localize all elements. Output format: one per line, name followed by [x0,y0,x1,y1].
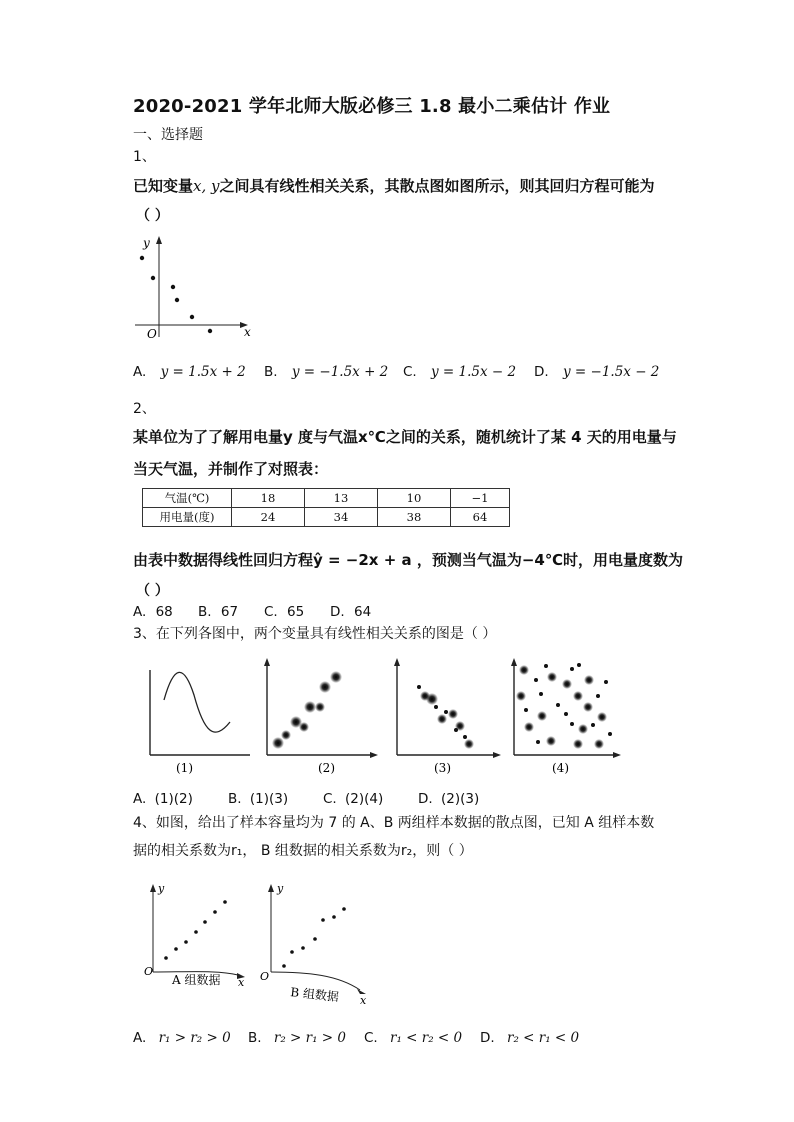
q1-y-arrow [156,236,162,244]
q1-origin-label: O [147,327,157,341]
q3-caption-4: (4) [552,761,569,775]
option-key: A. [133,791,147,807]
q4-plot-a-axis-y: y [158,882,165,895]
q1-point [190,315,194,319]
q1-axis-y-label: y [143,236,150,250]
q4-option-a[interactable] [133,1030,231,1046]
option-key: A. [133,604,147,620]
section-heading: 一、选择题 [133,127,203,143]
option-key: B. [264,364,278,380]
q1-stem-part-b: 之间具有线性相关关系，其散点图如图所示，则其回归方程可能为 [219,177,655,195]
q1-point [171,285,175,289]
table-cell: 13 [305,489,378,508]
q1-stem [133,175,655,196]
option-key: C. [403,364,417,380]
q3-caption-2: (2) [318,761,335,775]
option-key: A. [133,1030,147,1046]
option-expr: r₂ > r₁ > 0 [273,1030,346,1046]
q1-point [140,256,144,260]
option-value: (1)(3) [249,791,289,807]
option-value: 67 [220,604,239,620]
q3-option-b[interactable] [228,791,288,807]
q4-plot-b-axis-y: y [277,882,284,895]
option-value: (2)(4) [345,791,384,807]
q4-plot-a-origin: O [144,965,154,978]
option-expr: y = −1.5x + 2 [291,364,389,380]
q2-option-a[interactable] [133,604,173,620]
q1-scatter-plot [130,232,260,344]
q3-figure-2 [264,658,378,758]
q1-point [208,329,212,333]
q3-figure-3 [394,658,501,758]
q2-option-c[interactable] [264,604,304,620]
option-key: D. [534,364,549,380]
q3-figures [140,650,630,780]
q3-fig1-curve [164,672,230,732]
q4-plot-a-label: A 组数据 [172,973,221,987]
table-row [143,508,510,527]
option-key: D. [480,1030,495,1046]
q1-point [151,276,155,280]
option-key: C. [323,791,337,807]
q4-plot-b-origin: O [260,970,270,983]
option-key: A. [133,364,147,380]
q4-plot-a-axis-x: x [238,976,245,989]
q1-answer-paren: （ ） [136,208,169,224]
option-expr: y = −1.5x − 2 [562,364,660,380]
q4-plot-b-label: B 组数据 [289,985,340,1005]
q2-answer-paren: （ ） [136,583,169,599]
table-cell: 34 [305,508,378,527]
q2-number: 2、 [133,401,156,417]
q4-plot-a [144,882,245,989]
q1-option-b[interactable] [264,364,388,380]
option-expr: r₁ < r₂ < 0 [390,1030,463,1046]
q1-point [175,298,179,302]
option-key: B. [228,791,242,807]
q1-stem-part-a: 已知变量 [133,177,194,195]
option-expr: y = 1.5x − 2 [431,364,517,380]
table-row-label: 用电量(度) [143,508,232,527]
q3-stem: 3、在下列各图中，两个变量具有线性相关关系的图是（ ） [133,626,497,642]
q2-option-d[interactable] [330,604,371,620]
q4-option-c[interactable] [364,1030,462,1046]
q4-stem-line2: 据的相关系数为r₁， B 组数据的相关系数为r₂，则（ ） [133,843,473,859]
table-cell: 38 [378,508,451,527]
option-key: C. [364,1030,378,1046]
table-cell: 10 [378,489,451,508]
q1-option-c[interactable] [403,364,516,380]
q4-option-b[interactable] [248,1030,346,1046]
option-key: B. [248,1030,262,1046]
q3-caption-1: (1) [176,761,193,775]
table-cell: 18 [232,489,305,508]
q1-stem-vars: x, y [193,177,220,195]
option-key: C. [264,604,278,620]
option-value: 68 [155,604,173,620]
option-value: (1)(2) [154,791,193,807]
q3-option-c[interactable] [323,791,383,807]
option-expr: r₁ > r₂ > 0 [158,1030,231,1046]
option-key: D. [330,604,345,620]
q3-figure-4 [511,658,621,758]
q2-data-table [142,488,510,527]
q1-number: 1、 [133,149,156,165]
option-value: 64 [353,604,372,620]
q2-stem-line3: 由表中数据得线性回归方程ŷ = −2x + a ，预测当气温为−4℃时，用电量度数为 [133,551,684,569]
table-row-label: 气温(℃) [143,489,232,508]
option-key: B. [198,604,212,620]
option-expr: y = 1.5x + 2 [160,364,246,380]
page-title: 2020-2021 学年北师大版必修三 1.8 最小二乘估计 作业 [133,96,611,117]
q3-option-d[interactable] [418,791,479,807]
table-cell: −1 [451,489,510,508]
table-cell: 64 [451,508,510,527]
q4-scatter-plots [138,880,378,1005]
q4-plot-b-axis-x: x [360,994,367,1007]
q2-stem-line1: 某单位为了了解用电量y 度与气温x℃之间的关系，随机统计了某 4 天的用电量与 [133,428,677,446]
q4-plot-b [260,882,367,1007]
q4-option-d[interactable] [480,1030,579,1046]
q3-option-a[interactable] [133,791,193,807]
table-cell: 24 [232,508,305,527]
option-expr: r₂ < r₁ < 0 [506,1030,580,1046]
option-value: 65 [287,604,305,620]
q3-caption-3: (3) [434,761,451,775]
q3-figure-1 [150,670,250,755]
q1-axis-x-label: x [244,325,251,339]
q2-option-b[interactable] [198,604,238,620]
option-key: D. [418,791,433,807]
option-value: (2)(3) [440,791,480,807]
q1-option-a[interactable] [133,364,246,380]
q2-stem-line2: 当天气温，并制作了对照表： [133,460,329,478]
q1-option-d[interactable] [534,364,659,380]
table-row [143,489,510,508]
q4-stem-line1: 4、如图，给出了样本容量均为 7 的 A、B 两组样本数据的散点图，已知 A 组样本数 [133,815,655,831]
